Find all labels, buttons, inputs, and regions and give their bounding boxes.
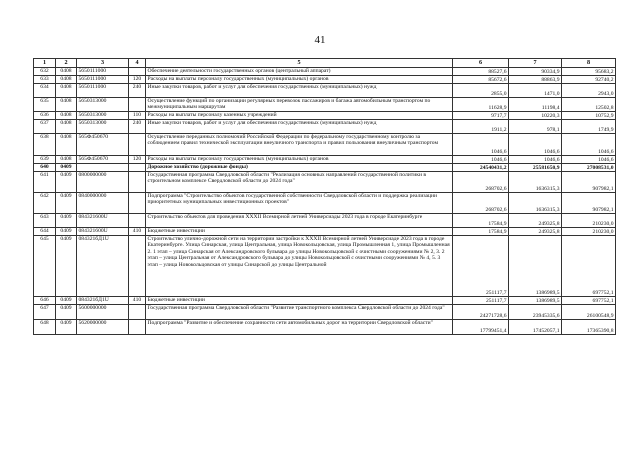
amount-year-1-cell: 1911,2	[453, 120, 509, 134]
section-code-cell: 0409	[56, 297, 77, 305]
target-article-cell	[77, 164, 129, 172]
amount-year-1-cell: 24540431,2	[453, 164, 509, 172]
table-row	[34, 297, 616, 305]
item-name-cell: Иные закупки товаров, работ и услуг для обеспечения государственных (муниципальных) нужд	[146, 84, 453, 98]
section-code-cell: 0408	[56, 76, 77, 84]
target-article-cell: 084321бД1U	[77, 297, 129, 305]
amount-year-2-cell: 249325,8	[509, 228, 562, 236]
table-row	[34, 228, 616, 236]
expense-type-cell	[129, 134, 146, 156]
section-code-cell: 0409	[56, 193, 77, 214]
target-article-cell: 5600000000	[77, 305, 129, 320]
expense-type-cell	[129, 236, 146, 297]
section-code-cell: 0408	[56, 98, 77, 112]
target-article-cell: 5650313000	[77, 112, 129, 120]
expense-type-cell	[129, 193, 146, 214]
table-row	[34, 164, 616, 172]
target-article-cell: 5650313000	[77, 120, 129, 134]
table-row	[34, 305, 616, 320]
target-article-cell: 5650313000	[77, 98, 129, 112]
amount-year-3-cell: 17365390,8	[562, 320, 616, 335]
budget-table	[33, 58, 616, 335]
row-number-cell: 642	[34, 193, 56, 214]
item-name-cell: Бюджетные инвестиции	[146, 228, 453, 236]
target-article-cell: 5620000000	[77, 320, 129, 335]
amount-year-3-cell: 697752,1	[562, 236, 616, 297]
amount-year-1-cell: 24271728,6	[453, 305, 509, 320]
row-number-cell: 645	[34, 236, 56, 297]
expense-type-cell	[129, 98, 146, 112]
amount-year-3-cell: 210230,0	[562, 214, 616, 228]
section-code-cell: 0408	[56, 134, 77, 156]
expense-type-cell	[129, 172, 146, 193]
row-number-cell: 632	[34, 68, 56, 76]
amount-year-2-cell: 88863,9	[509, 76, 562, 84]
item-name-cell: Иные закупки товаров, работ и услуг для обеспечения государственных (муниципальных) нужд	[146, 120, 453, 134]
amount-year-1-cell: 1046,6	[453, 156, 509, 164]
expense-type-cell	[129, 214, 146, 228]
item-name-cell: Осуществление функций по организации регулярных перевозок пассажиров и багажа автомобильным транспортом по межмуниципальным маршрутам	[146, 98, 453, 112]
table-row	[34, 76, 616, 84]
amount-year-2-cell: 978,1	[509, 120, 562, 134]
amount-year-1-cell: 268702,6	[453, 172, 509, 193]
amount-year-3-cell: 92740,2	[562, 76, 616, 84]
expense-type-cell	[129, 68, 146, 76]
amount-year-2-cell: 17452057,1	[509, 320, 562, 335]
row-number-cell: 639	[34, 156, 56, 164]
amount-year-1-cell: 1046,6	[453, 134, 509, 156]
amount-year-3-cell: 27008531,0	[562, 164, 616, 172]
table-row	[34, 120, 616, 134]
item-name-cell: Подпрограмма "Развитие и обеспечение сохранности сети автомобильных дорог на территории Свердловской области"	[146, 320, 453, 335]
expense-type-cell	[129, 320, 146, 335]
row-number-cell: 634	[34, 84, 56, 98]
amount-year-2-cell: 1471,0	[509, 84, 562, 98]
section-code-cell: 0409	[56, 236, 77, 297]
expense-type-cell: 240	[129, 120, 146, 134]
section-code-cell: 0409	[56, 172, 77, 193]
row-number-cell: 643	[34, 214, 56, 228]
row-number-cell: 636	[34, 112, 56, 120]
amount-year-1-cell: 251117,7	[453, 297, 509, 305]
section-code-cell: 0408	[56, 68, 77, 76]
expense-type-cell: 120	[129, 76, 146, 84]
section-code-cell: 0409	[56, 214, 77, 228]
column-header: 7	[509, 59, 562, 68]
amount-year-1-cell: 17584,9	[453, 214, 509, 228]
item-name-cell: Подпрограмма "Строительство объектов государственной собственности Свердловской области и поддержка реализации приоритетных муниципальных инвестиционных проектов"	[146, 193, 453, 214]
amount-year-3-cell: 1046,6	[562, 134, 616, 156]
section-code-cell: 0408	[56, 112, 77, 120]
target-article-cell: 5650111000	[77, 84, 129, 98]
amount-year-1-cell: 85672,6	[453, 76, 509, 84]
amount-year-2-cell: 1386989,5	[509, 236, 562, 297]
row-number-cell: 633	[34, 76, 56, 84]
amount-year-1-cell: 17799451,4	[453, 320, 509, 335]
expense-type-cell: 110	[129, 112, 146, 120]
target-article-cell: 5650111000	[77, 68, 129, 76]
section-code-cell: 0409	[56, 228, 77, 236]
expense-type-cell: 410	[129, 297, 146, 305]
table-row	[34, 156, 616, 164]
column-header: 1	[34, 59, 56, 68]
table-row	[34, 84, 616, 98]
row-number-cell: 647	[34, 305, 56, 320]
item-name-cell: Осуществление переданных полномочий Российской Федерации по федеральному государственному контролю за соблюдением правил технической эксплуатации внеуличного транспорта и правил пользования внеуличным транспортом	[146, 134, 453, 156]
amount-year-3-cell: 697752,1	[562, 297, 616, 305]
amount-year-1-cell: 2855,0	[453, 84, 509, 98]
table-row	[34, 172, 616, 193]
section-code-cell: 0408	[56, 156, 77, 164]
row-number-cell: 635	[34, 98, 56, 112]
table-row	[34, 134, 616, 156]
row-number-cell: 644	[34, 228, 56, 236]
amount-year-3-cell: 907982,1	[562, 193, 616, 214]
column-header: 6	[453, 59, 509, 68]
expense-type-cell	[129, 164, 146, 172]
amount-year-2-cell: 1046,6	[509, 156, 562, 164]
table-row	[34, 236, 616, 297]
section-code-cell: 0409	[56, 320, 77, 335]
item-name-cell: Государственная программа Свердловской области "Развитие транспортного комплекса Свердловской области до 2024 года"	[146, 305, 453, 320]
item-name-cell: Строительство объектов для проведения XXXII Всемирной летней Универсиады 2023 года в городе Екатеринбурге	[146, 214, 453, 228]
section-code-cell: 0409	[56, 305, 77, 320]
column-header: 4	[129, 59, 146, 68]
page-number: 41	[314, 34, 326, 46]
table-header-row	[34, 59, 616, 68]
section-code-cell: 0408	[56, 120, 77, 134]
item-name-cell: Расходы на выплаты персоналу казенных учреждений	[146, 112, 453, 120]
table-row	[34, 193, 616, 214]
row-number-cell: 641	[34, 172, 56, 193]
column-header: 8	[562, 59, 616, 68]
amount-year-2-cell: 10220,3	[509, 112, 562, 120]
row-number-cell: 637	[34, 120, 56, 134]
amount-year-1-cell: 9717,7	[453, 112, 509, 120]
amount-year-3-cell: 10752,9	[562, 112, 616, 120]
amount-year-2-cell: 1636315,3	[509, 193, 562, 214]
amount-year-3-cell: 907982,1	[562, 172, 616, 193]
section-code-cell: 0408	[56, 84, 77, 98]
amount-year-1-cell: 251117,7	[453, 236, 509, 297]
amount-year-2-cell: 1386989,5	[509, 297, 562, 305]
row-number-cell: 640	[34, 164, 56, 172]
item-name-cell: Обеспечение деятельности государственных органов (центральный аппарат)	[146, 68, 453, 76]
amount-year-1-cell: 17584,9	[453, 228, 509, 236]
section-code-cell: 0409	[56, 164, 77, 172]
amount-year-3-cell: 12502,8	[562, 98, 616, 112]
target-article-cell: 0840000000	[77, 193, 129, 214]
amount-year-3-cell: 95683,2	[562, 68, 616, 76]
amount-year-2-cell: 1046,6	[509, 134, 562, 156]
amount-year-1-cell: 88527,6	[453, 68, 509, 76]
table-row	[34, 68, 616, 76]
amount-year-3-cell: 2943,0	[562, 84, 616, 98]
target-article-cell: 0800000000	[77, 172, 129, 193]
table-row	[34, 112, 616, 120]
amount-year-2-cell: 1636315,3	[509, 172, 562, 193]
amount-year-2-cell: 249325,8	[509, 214, 562, 228]
amount-year-2-cell: 23945335,6	[509, 305, 562, 320]
amount-year-2-cell: 11198,4	[509, 98, 562, 112]
column-header: 2	[56, 59, 77, 68]
table-row	[34, 98, 616, 112]
target-article-cell: 084321600U	[77, 214, 129, 228]
column-header: 5	[146, 59, 453, 68]
amount-year-3-cell: 1046,6	[562, 156, 616, 164]
item-name-cell: Расходы на выплаты персоналу государственных (муниципальных) органов	[146, 76, 453, 84]
item-name-cell: Дорожное хозяйство (дорожные фонды)	[146, 164, 453, 172]
target-article-cell: 565Ф450670	[77, 134, 129, 156]
target-article-cell: 5650111000	[77, 76, 129, 84]
amount-year-2-cell: 90334,9	[509, 68, 562, 76]
row-number-cell: 638	[34, 134, 56, 156]
expense-type-cell	[129, 305, 146, 320]
expense-type-cell: 120	[129, 156, 146, 164]
target-article-cell: 565Ф450670	[77, 156, 129, 164]
amount-year-3-cell: 26100548,9	[562, 305, 616, 320]
amount-year-2-cell: 25581650,9	[509, 164, 562, 172]
table-row	[34, 320, 616, 335]
item-name-cell: Расходы на выплаты персоналу государственных (муниципальных) органов	[146, 156, 453, 164]
amount-year-3-cell: 1749,9	[562, 120, 616, 134]
item-name-cell: Строительство улично-дорожной сети на территории застройки к XXXII Всемирной летней Универсиаде 2023 года в городе Екатеринбурге. Улица Синарская, улица Центральная, улица Новокольцовская, улица Промышленная 1, улица Промышленная 2. 1 этап – улица Синарская от Александровского бульвара до улицы Новокольцовской с очистными сооружениями № 2, 3. 2 этап – улица Центральная от Александровского бульвара до улицы Новокольцовской с очистными сооружениями № 4, 5. 3 этап – улица Новокольцовская от улицы Синарской до улицы Центральной	[146, 236, 453, 297]
target-article-cell: 084321бД1U	[77, 236, 129, 297]
expense-type-cell: 240	[129, 84, 146, 98]
table-row	[34, 214, 616, 228]
row-number-cell: 648	[34, 320, 56, 335]
amount-year-1-cell: 268702,6	[453, 193, 509, 214]
target-article-cell: 084321600U	[77, 228, 129, 236]
expense-type-cell: 410	[129, 228, 146, 236]
column-header: 3	[77, 59, 129, 68]
item-name-cell: Государственная программа Свердловской области "Реализация основных направлений государственной политики в строительном комплексе Свердловской области до 2024 года"	[146, 172, 453, 193]
amount-year-3-cell: 210230,0	[562, 228, 616, 236]
amount-year-1-cell: 11628,9	[453, 98, 509, 112]
item-name-cell: Бюджетные инвестиции	[146, 297, 453, 305]
row-number-cell: 646	[34, 297, 56, 305]
